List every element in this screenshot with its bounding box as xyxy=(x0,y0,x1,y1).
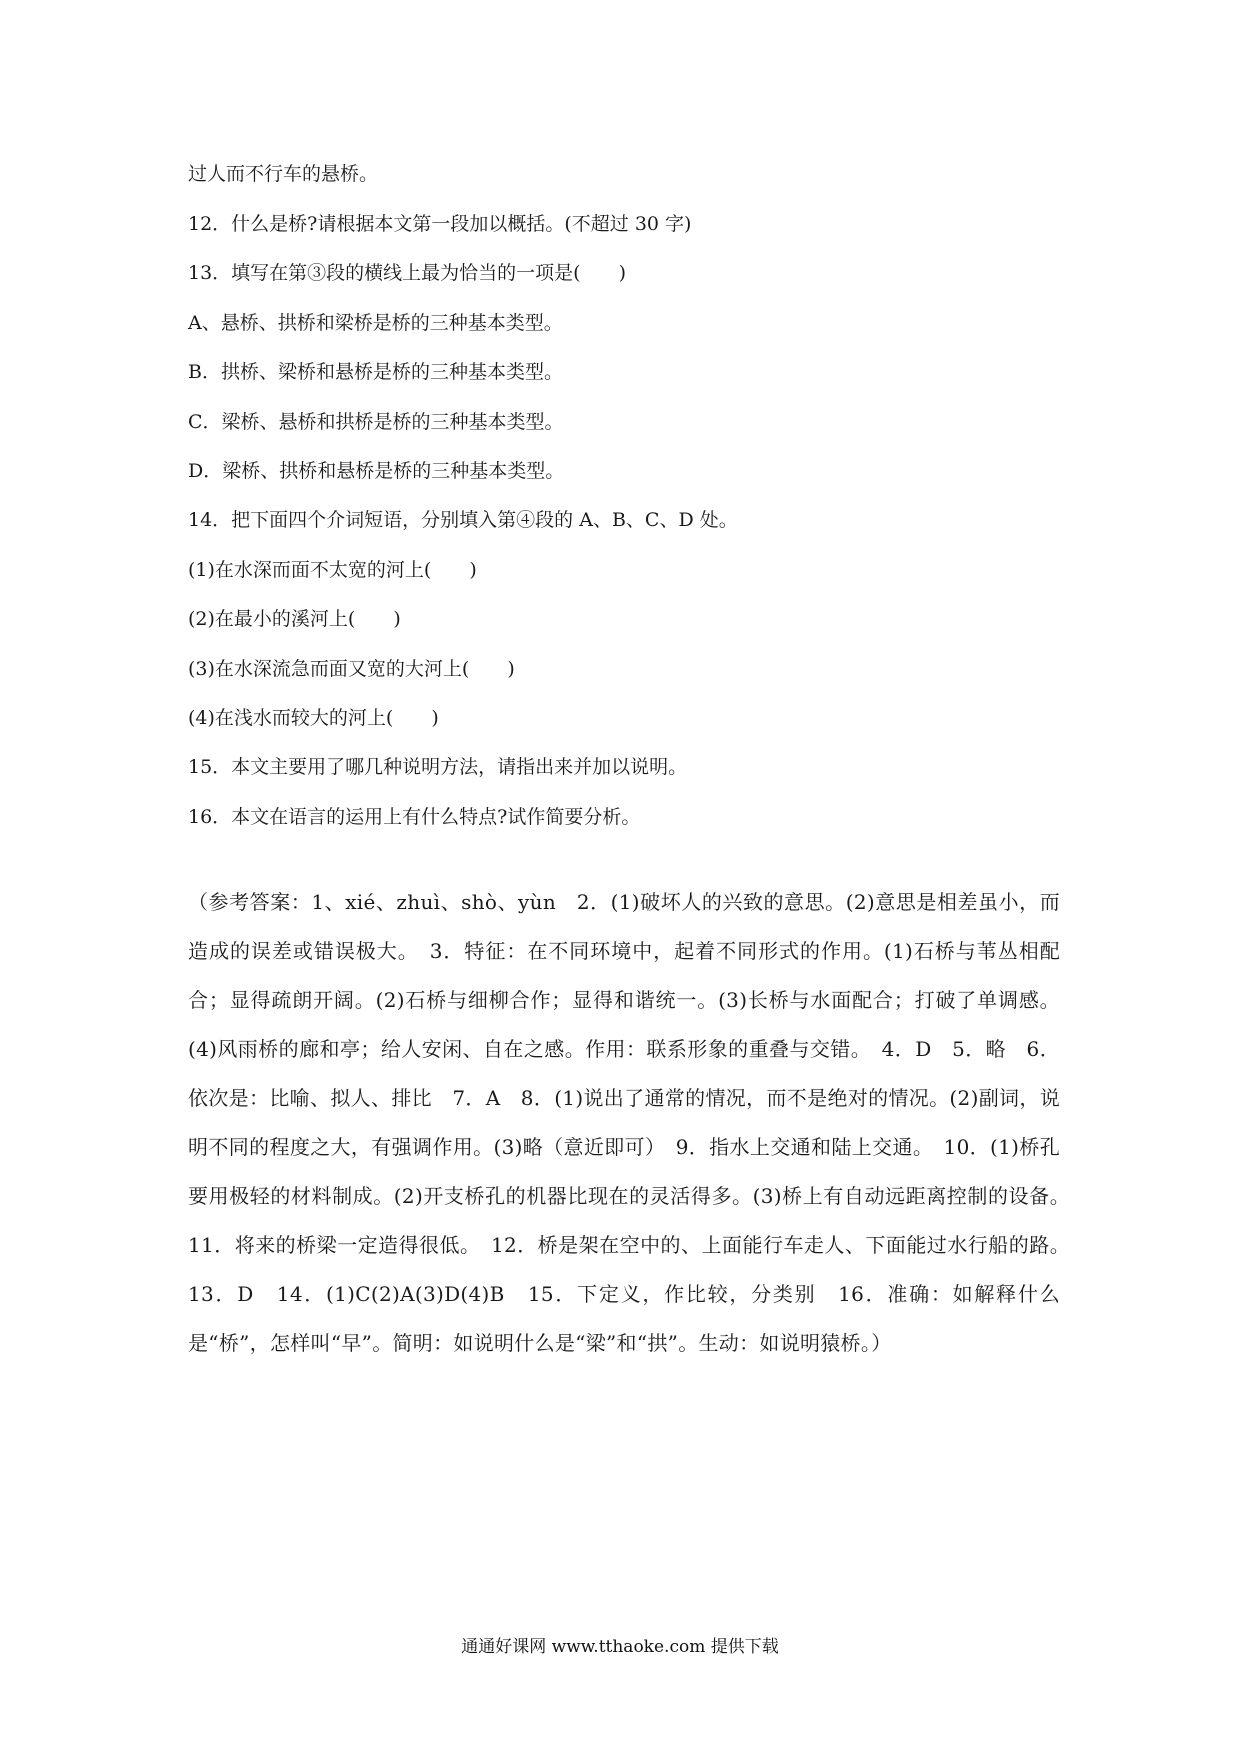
phrase-4: (4)在浅水而较大的河上( ) xyxy=(188,707,439,729)
question-14: 14．把下面四个介词短语，分别填入第④段的 A、B、C、D 处。 xyxy=(188,509,738,531)
question-13: 13．填写在第③段的横线上最为恰当的一项是( ) xyxy=(188,262,627,284)
page-footer: 通通好课网 www.tthaoke.com 提供下载 xyxy=(461,1637,779,1657)
question-16: 16．本文在语言的运用上有什么特点?试作简要分析。 xyxy=(188,806,641,828)
phrase-1: (1)在水深而面不太宽的河上( ) xyxy=(188,559,477,581)
text-line-continuation: 过人而不行车的悬桥。 xyxy=(188,163,379,185)
question-12: 12．什么是桥?请根据本文第一段加以概括。(不超过 30 字) xyxy=(188,213,692,235)
phrase-2: (2)在最小的溪河上( ) xyxy=(188,608,401,630)
option-d: D．梁桥、拱桥和悬桥是桥的三种基本类型。 xyxy=(188,460,565,482)
reference-answers: （参考答案：1、xié、zhuì、shò、yùn 2．(1)破坏人的兴致的意思。(2)意思是相差虽小，而造成的误差或错误极大。 3．特征：在不同环境中，起着不同形式的作用。(1)石桥与苇丛相配合；显得疏朗开阔。(2)石桥与细柳合作；显得和谐统一。(3)长桥与水面配合；打破了单调感。(4)风雨桥的廊和亭；给人安闲、自在之感。作用：联系形象的重叠与交错。 4．D 5．略 6．依次是：比喻、拟人、排比 7．A 8．(1)说出了通常的情况，而不是绝对的情况。(2)副词，说明不同的程度之大，有强调作用。(3)略（意近即可） 9．指水上交通和陆上交通。 10．(1)桥孔要用极轻的材料制成。(2)开支桥孔的机器比现在的灵活得多。(3)桥上有自动远距离控制的设备。 11．将来的桥梁一定造得很低。 12．桥是架在空中的、上面能行车走人、下面能过水行船的路。 13．D 14．(1)C(2)A(3)D(4)B 15．下定义，作比较，分类别 16．准确：如解释什么是“桥”，怎样叫“早”。简明：如说明什么是“梁”和“拱”。生动：如说明猿桥。） xyxy=(188,890,1081,1355)
phrase-3: (3)在水深流急而面又宽的大河上( ) xyxy=(188,658,515,680)
option-c: C．梁桥、悬桥和拱桥是桥的三种基本类型。 xyxy=(188,411,564,433)
option-a: A、悬桥、拱桥和梁桥是桥的三种基本类型。 xyxy=(188,312,563,334)
question-15: 15．本文主要用了哪几种说明方法，请指出来并加以说明。 xyxy=(188,756,688,778)
option-b: B．拱桥、梁桥和悬桥是桥的三种基本类型。 xyxy=(188,361,563,383)
